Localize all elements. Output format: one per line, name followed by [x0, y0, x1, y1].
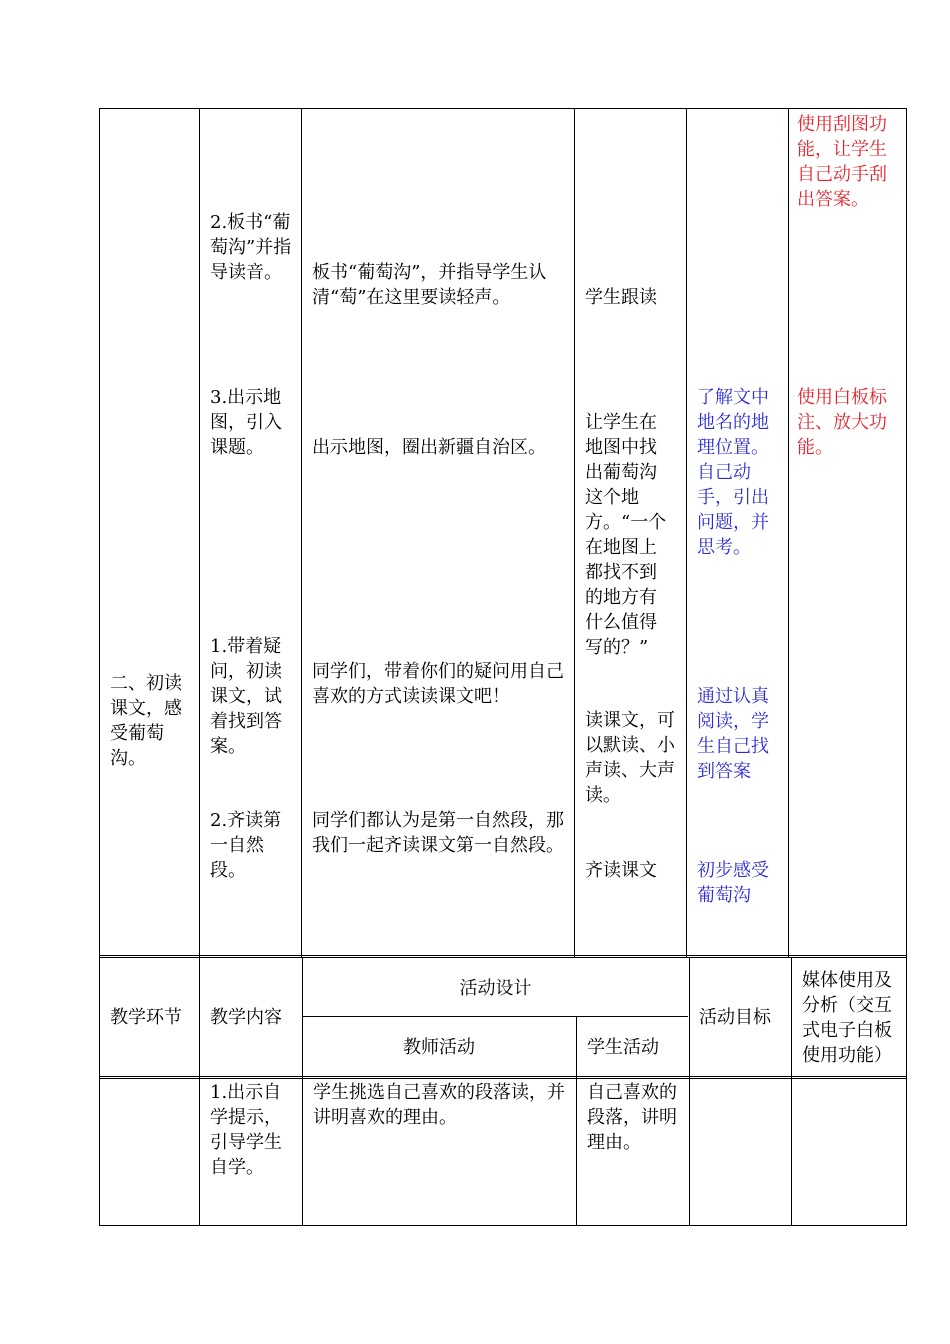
- content-cell: 2.齐读第一自然段。: [210, 810, 282, 881]
- content-cell: 3.出示地图，引入课题。: [210, 387, 282, 458]
- header-stage: 教学环节: [110, 1007, 182, 1028]
- student-cell: 齐读课文: [585, 860, 657, 881]
- col-line: [576, 1017, 577, 1226]
- content-cell: 1.带着疑问，初读课文，试着找到答案。: [210, 636, 282, 757]
- teacher-cell: 出示地图，圈出新疆自治区。: [312, 437, 546, 458]
- goal-cell: 通过认真阅读，学生自己找到答案: [697, 686, 769, 782]
- teacher-cell: 同学们，带着你们的疑问用自己喜欢的方式读读课文吧！: [312, 661, 564, 707]
- teacher-cell: 板书“葡萄沟”，并指导学生认清“萄”在这里要读轻声。: [312, 262, 547, 308]
- col-line: [301, 108, 302, 957]
- col-line: [791, 957, 792, 1226]
- goal-cell: 了解文中地名的地理位置。自己动手，引出问题，并思考。: [697, 387, 769, 558]
- content-cell: 2.板书“葡萄沟”并指导读音。: [210, 212, 292, 283]
- section-divider: [99, 955, 907, 958]
- col-line: [199, 108, 200, 957]
- header-student-activity: 学生活动: [587, 1037, 659, 1058]
- student-cell: 让学生在地图中找出葡萄沟这个地方。“一个在地图上都找不到的地方有什么值得写的？”: [585, 412, 667, 658]
- header-goal: 活动目标: [699, 1007, 771, 1028]
- header-content: 教学内容: [210, 1007, 282, 1028]
- col-line: [788, 108, 789, 957]
- student-cell: 学生跟读: [585, 287, 657, 308]
- goal-cell: 初步感受葡萄沟: [697, 860, 769, 906]
- bottom-teacher: 学生挑选自己喜欢的段落读，并讲明喜欢的理由。: [313, 1082, 565, 1128]
- bottom-content: 1.出示自学提示，引导学生自学。: [210, 1082, 282, 1178]
- stage-cell: 二、初读课文，感受葡萄沟。: [110, 673, 182, 769]
- bottom-student: 自己喜欢的段落，讲明理由。: [587, 1082, 677, 1153]
- col-line: [574, 108, 575, 957]
- header-divider: [99, 1076, 907, 1079]
- col-line: [199, 957, 200, 1226]
- media-cell: 使用刮图功能，让学生自己动手刮出答案。: [797, 114, 887, 210]
- header-teacher-activity: 教师活动: [403, 1037, 475, 1058]
- header-activity-design: 活动设计: [459, 978, 532, 999]
- student-cell: 读课文，可以默读、小声读、大声读。: [585, 710, 675, 806]
- header-media: 媒体使用及分析（交互式电子白板使用功能）: [802, 970, 892, 1066]
- header-subdivider: [302, 1016, 688, 1017]
- col-line: [686, 108, 687, 957]
- col-line: [689, 957, 690, 1226]
- media-cell: 使用白板标注、放大功能。: [797, 387, 887, 458]
- teacher-cell: 同学们都认为是第一自然段，那我们一起齐读课文第一自然段。: [312, 810, 564, 856]
